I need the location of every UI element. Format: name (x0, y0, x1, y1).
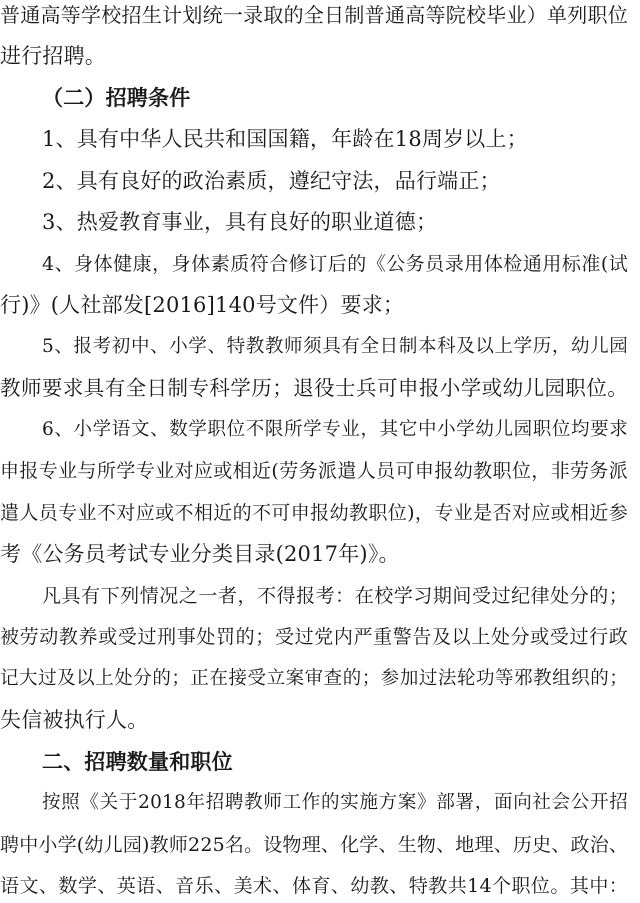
condition-5-line-1: 5、报考初中、小学、特教教师须具有全日制本科及以上学历，幼儿园 (42, 336, 628, 357)
exclusions-line-1: 凡具有下列情况之一者，不得报考：在校学习期间受过纪律处分的； (42, 585, 628, 607)
condition-3: 3、热爱教育事业，具有良好的职业道德； (42, 210, 438, 234)
intro-line-2: 进行招聘。 (0, 44, 106, 68)
section-two-line-1: 按照《关于2018年招聘教师工作的实施方案》部署，面向社会公开招 (42, 792, 628, 813)
condition-6-line-2: 申报专业与所学专业对应或相近(劳务派遣人员可申报幼教职位，非劳务派 (0, 460, 628, 482)
exclusions-line-2: 被劳动教养或受过刑事处罚的；受过党内严重警告及以上处分或受过行政 (0, 626, 628, 648)
exclusions-line-3: 记大过及以上处分的；正在接受立案审查的；参加过法轮功等邪教组织的； (0, 668, 628, 689)
condition-6-line-3: 遣人员专业不对应或不相近的不可申报幼教职位)，专业是否对应或相近参 (0, 502, 628, 524)
condition-1: 1、具有中华人民共和国国籍，年龄在18周岁以上； (42, 127, 528, 151)
exclusions-line-4: 失信被执行人。 (0, 708, 149, 732)
section-two-line-3: 语文、数学、英语、音乐、美术、体育、幼教、特教共14个职位。其中： (0, 875, 628, 897)
condition-6-line-1: 6、小学语文、数学职位不限所学专业，其它中小学幼儿园职位均要求 (42, 419, 628, 440)
intro-line-1: 普通高等学校招生计划统一录取的全日制普通高等院校毕业）单列职位 (0, 3, 628, 27)
condition-4-line-2: 行)》(人社部发[2016]140号文件）要求； (0, 293, 405, 317)
condition-6-line-4: 考《公务员考试专业分类目录(2017年)》。 (0, 542, 400, 566)
section-conditions-title: （二）招聘条件 (42, 86, 191, 110)
condition-2: 2、具有良好的政治素质，遵纪守法，品行端正； (42, 169, 501, 193)
section-two-line-2: 聘中小学(幼儿园)教师225名。设物理、化学、生物、地理、历史、政治、 (0, 834, 629, 856)
condition-4-line-1: 4、身体健康，身体素质符合修订后的《公务员录用体检通用标准(试 (42, 253, 628, 275)
section-two-title: 二、招聘数量和职位 (42, 750, 233, 774)
condition-5-line-2: 教师要求具有全日制专科学历；退役士兵可申报小学或幼儿园职位。 (0, 376, 628, 400)
